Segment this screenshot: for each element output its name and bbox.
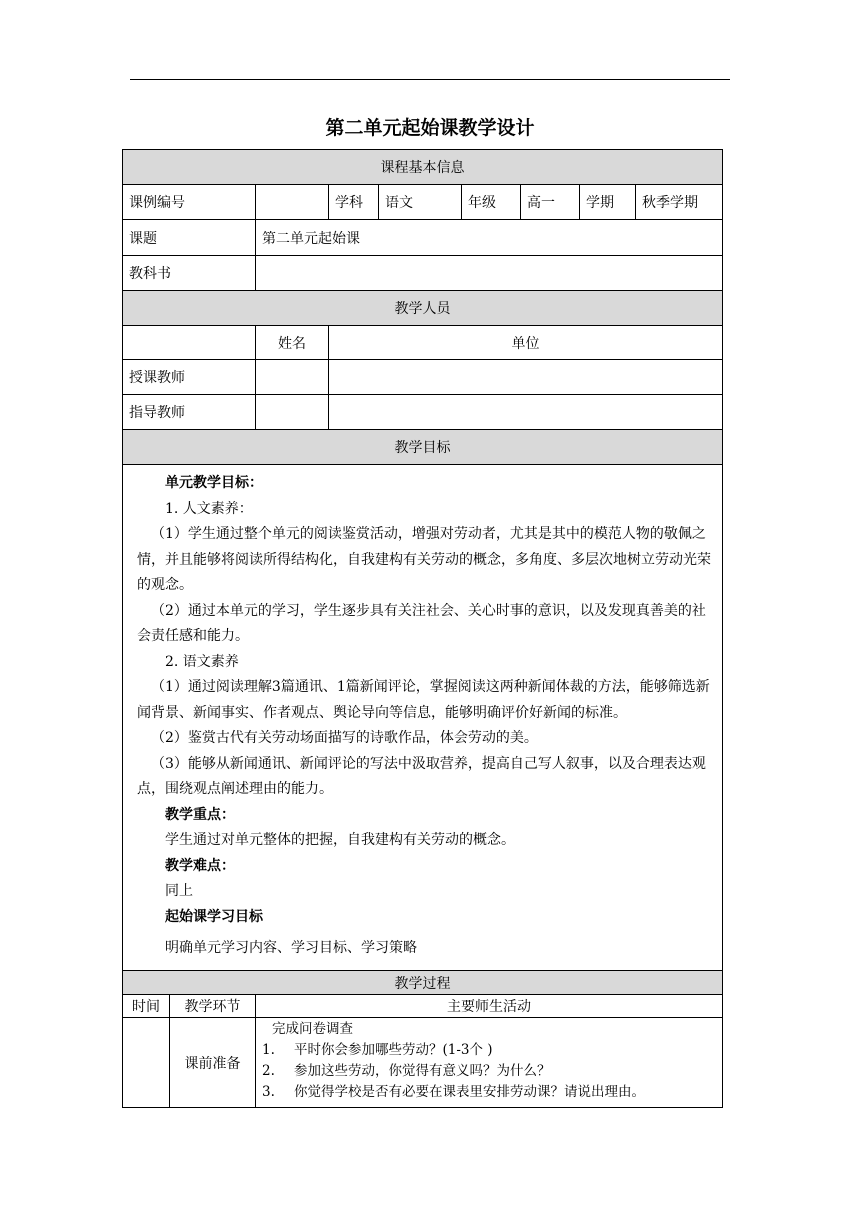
language-heading: 2. 语文素养	[165, 653, 239, 670]
process-row	[123, 1018, 723, 1108]
staff-row	[123, 360, 723, 395]
textbook-row	[123, 256, 723, 291]
goal-paragraph: （1）学生通过整个单元的阅读鉴赏活动，增强对劳动者，尤其是其中的模范人物的敬佩之情，并且能够将阅读所得结构化，自我建构有关劳动的概念，多角度、多层次地树立劳动光荣的观念。	[137, 526, 711, 593]
difficulty-title: 教学难点：	[165, 857, 235, 874]
grade-label: 年级	[462, 185, 521, 220]
goals-header: 教学目标	[123, 430, 723, 465]
staff-unit-column-header: 单位	[329, 326, 723, 360]
term-label: 学期	[580, 185, 636, 220]
survey-question	[262, 1082, 716, 1103]
question-number: 3.	[262, 1084, 275, 1100]
textbook-label: 教科书	[123, 256, 256, 291]
textbook-value	[256, 256, 723, 291]
header-rule	[130, 79, 730, 80]
staff-role: 指导教师	[123, 395, 256, 430]
staff-unit	[329, 395, 723, 430]
goal-paragraph: （2）通过本单元的学习，学生逐步具有关注社会、关心时事的意识，以及发现真善美的社会责任感和能力。	[137, 602, 706, 644]
activity-column-header: 主要师生活动	[256, 995, 723, 1018]
goal-paragraph: （3）能够从新闻通讯、新闻评论的写法中汲取营养，提高自己写人叙事，以及合理表达观点，围绕观点阐述理由的能力。	[137, 755, 706, 797]
case-no-label: 课例编号	[123, 185, 256, 220]
grade-value: 高一	[521, 185, 580, 220]
staff-name	[256, 360, 329, 395]
question-text: 你觉得学校是否有必要在课表里安排劳动课？请说出理由。	[294, 1084, 645, 1100]
basic-info-row	[123, 185, 723, 220]
difficulty-text: 同上	[165, 883, 193, 899]
subject-value: 语文	[379, 185, 462, 220]
step-column-header: 教学环节	[170, 995, 256, 1018]
question-number: 2.	[262, 1063, 275, 1079]
process-header-row	[123, 971, 723, 995]
time-column-header: 时间	[123, 995, 170, 1018]
process-time	[123, 1018, 170, 1108]
survey-question	[262, 1061, 716, 1082]
lesson-design-table	[122, 149, 723, 1108]
goals-header-row	[123, 430, 723, 465]
staff-role-column-header	[123, 326, 256, 360]
case-no-value	[256, 185, 329, 220]
basic-info-header-row	[123, 150, 723, 185]
survey-question	[262, 1040, 716, 1061]
goal-paragraph: （2）鉴赏古代有关劳动场面描写的诗歌作品，体会劳动的美。	[151, 730, 538, 746]
staff-columns-row	[123, 326, 723, 360]
question-text: 参加这些劳动，你觉得有意义吗？为什么？	[294, 1063, 551, 1079]
staff-role: 授课教师	[123, 360, 256, 395]
staff-row	[123, 395, 723, 430]
term-value: 秋季学期	[636, 185, 723, 220]
process-activity	[256, 1018, 723, 1108]
staff-header: 教学人员	[123, 291, 723, 326]
key-point-title: 教学重点：	[165, 806, 235, 823]
topic-label: 课题	[123, 220, 256, 256]
activity-intro: 完成问卷调查	[272, 1021, 353, 1037]
question-number: 1.	[262, 1042, 275, 1058]
basic-info-header: 课程基本信息	[123, 150, 723, 185]
topic-value: 第二单元起始课	[256, 220, 723, 256]
key-point-text: 学生通过对单元整体的把握，自我建构有关劳动的概念。	[165, 832, 515, 848]
subject-label: 学科	[329, 185, 379, 220]
humanities-heading: 1. 人文素养：	[165, 500, 253, 517]
question-text: 平时你会参加哪些劳动？(1-3个 )	[294, 1042, 493, 1058]
topic-row	[123, 220, 723, 256]
process-header: 教学过程	[123, 971, 723, 995]
goals-content	[123, 465, 723, 971]
unit-goal-title: 单元教学目标：	[165, 475, 263, 491]
start-lesson-goal-text: 明确单元学习内容、学习目标、学习策略	[165, 940, 417, 956]
process-columns-row	[123, 995, 723, 1018]
process-step: 课前准备	[170, 1018, 256, 1108]
goals-row	[123, 465, 723, 971]
staff-name-column-header: 姓名	[256, 326, 329, 360]
start-lesson-goal-title: 起始课学习目标	[165, 908, 263, 925]
document-title: 第二单元起始课教学设计	[325, 117, 535, 139]
staff-name	[256, 395, 329, 430]
staff-header-row	[123, 291, 723, 326]
staff-unit	[329, 360, 723, 395]
goal-paragraph: （1）通过阅读理解3篇通讯、1篇新闻评论，掌握阅读这两种新闻体裁的方法，能够筛选新闻背景、新闻事实、作者观点、舆论导向等信息，能够明确评价好新闻的标准。	[137, 679, 710, 721]
